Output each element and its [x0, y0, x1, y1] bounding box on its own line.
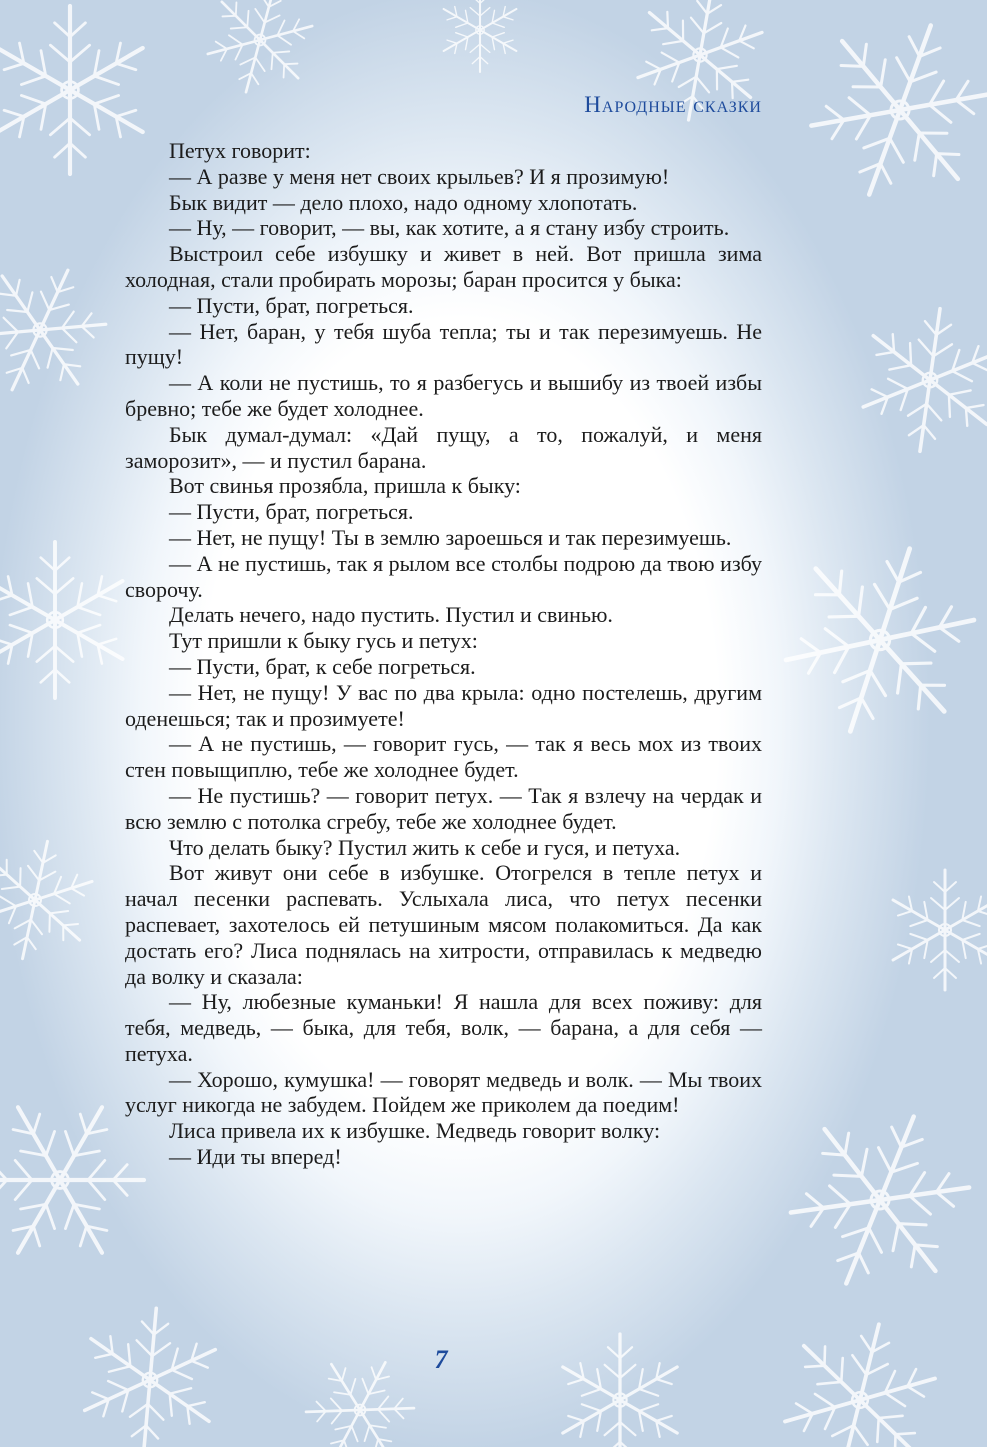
paragraph: Выстроил себе избушку и живет в ней. Вот пришла зима холодная, стали пробирать морозы; баран просится у быка: — [125, 241, 762, 292]
paragraph: Что делать быку? Пустил жить к себе и гуся, и петуха. — [169, 834, 681, 860]
paragraph: — Нет, не пущу! Ты в землю зароешься и так перезимуешь. — [169, 524, 732, 550]
paragraph: — Ну, — говорит, — вы, как хотите, а я стану избу строить. — [169, 215, 730, 241]
paragraph: — Нет, не пущу! У вас по два крыла: одно постелешь, другим оденешься; так и прозимуете! — [125, 679, 762, 731]
page-number: 7 — [434, 1345, 448, 1374]
paragraph: — А разве у меня нет своих крыльев? И я прозимую! — [169, 163, 670, 189]
paragraph: — А коли не пустишь, то я разбегусь и вышибу из твоей избы бревно; тебе же будет холоднее. — [125, 370, 762, 421]
paragraph: — Пусти, брат, к себе погреться. — [169, 653, 476, 679]
paragraph: — Хорошо, кумушка! — говорят медведь и волк. — Мы твоих услуг никогда не забудем. Пойдем же приколем да поедим! — [125, 1066, 762, 1118]
paragraph: Петух говорит: — [169, 138, 311, 163]
story-text — [125, 138, 762, 1170]
paragraph: — Пусти, брат, погреться. — [169, 292, 414, 318]
paragraph: — Иди ты вперед! — [169, 1144, 342, 1170]
paragraph: Делать нечего, надо пустить. Пустил и свинью. — [169, 602, 613, 628]
paragraph: Бык видит — дело плохо, надо одному хлопотать. — [169, 189, 638, 215]
paragraph: Тут пришли к быку гусь и петух: — [169, 628, 478, 654]
running-title: Народные сказки — [584, 92, 762, 117]
paragraph: — Нет, баран, у тебя шуба тепла; ты и так перезимуешь. Не пущу! — [125, 318, 762, 370]
paragraph: Бык думал-думал: «Дай пущу, а то, пожалуй, и меня заморозит», — и пустил барана. — [125, 421, 762, 473]
paragraph: — А не пустишь, так я рылом все столбы подрою да твою избу сворочу. — [125, 550, 762, 602]
paragraph: — Пусти, брат, погреться. — [169, 499, 414, 525]
paragraph: Вот свинья прозябла, пришла к быку: — [169, 473, 521, 499]
paragraph: — А не пустишь, — говорит гусь, — так я весь мох из твоих стен повыщиплю, тебе же холоднее будет. — [125, 731, 762, 783]
paragraph: Лиса привела их к избушке. Медведь говорит волку: — [169, 1118, 661, 1144]
paragraph: — Не пустишь? — говорит петух. — Так я взлечу на чердак и всю землю с потолка сгребу, тебе же холоднее будет. — [125, 782, 762, 834]
paragraph: — Ну, любезные куманьки! Я нашла для всех поживу: для тебя, медведь, — быка, для тебя, волк, — барана, а для себя — петуха. — [125, 989, 762, 1066]
paragraph: Вот живут они себе в избушке. Отогрелся в тепле петух и начал песенки распевать. Услыхала лиса, что петух песенки распевает, захотелось ей петушиным мясом полакомиться. Да как достать его? Лиса поднялась на хитрости, отправилась к медведю да волку и сказала: — [125, 860, 762, 989]
